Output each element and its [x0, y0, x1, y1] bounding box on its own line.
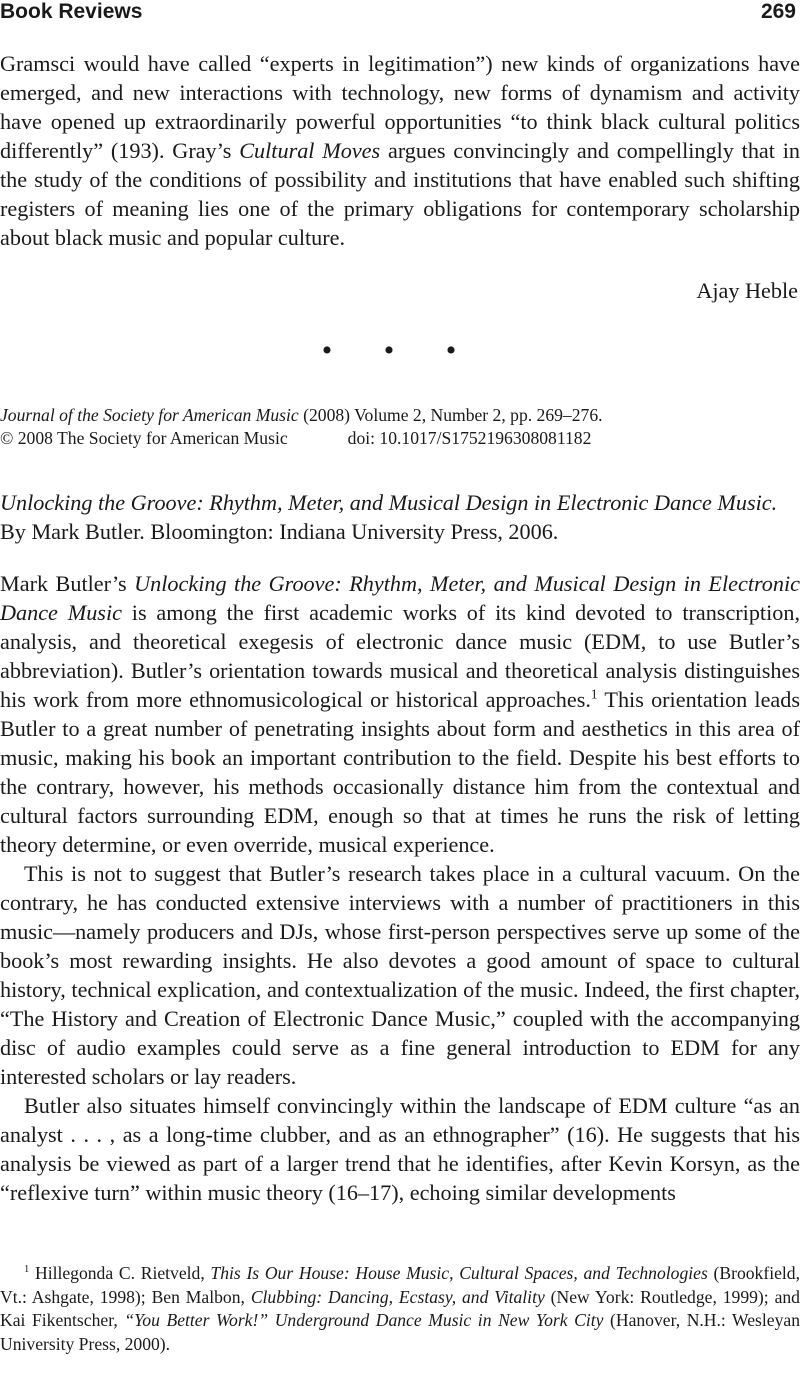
footnote-1: [0, 1262, 800, 1356]
journal-volume-details: (2008) Volume 2, Number 2, pp. 269–276.: [298, 405, 603, 425]
review-p1-text: Mark Butler’s: [0, 571, 135, 596]
review-p1-text-end: This orientation leads Butler to a great number of penetrating insights about form and aesthetics in this area of music, making his book an important contribution to the field. Despite his best efforts to the contrary, however, his methods occasionally distance him from the contextual and cultural factors surrounding EDM, enough so that at times he runs the risk of letting theory determine, or even override, musical experience.: [0, 687, 800, 857]
previous-review-book-title: Cultural Moves: [239, 138, 381, 163]
journal-citation: [0, 404, 800, 450]
footnote-title-2: Clubbing: Dancing, Ecstasy, and Vitality: [250, 1286, 545, 1307]
review-body: [0, 569, 800, 1207]
previous-review-paragraph: [0, 49, 800, 252]
footnote-title-3: “You Better Work!” Underground Dance Music in New York City: [124, 1310, 604, 1330]
previous-review-text-end: argues convincingly and compellingly that in the study of the conditions of possibility and institutions that have enabled such shifting registers of meaning lies one of the primary obligations for contemporary scholarship about black music and popular culture.: [0, 138, 800, 250]
footnote-title-1: This Is Our House: House Music, Cultural Spaces, and Technologies: [210, 1263, 708, 1283]
page-number: 269: [760, 0, 796, 23]
citation-line-1: [0, 404, 800, 427]
footnote-text-c: (New York: Routledge, 1999); and Kai Fikentscher,: [0, 1286, 800, 1330]
copyright-notice: © 2008 The Society for American Music: [0, 428, 288, 448]
review-paragraph-2: This is not to suggest that Butler’s research takes place in a cultural vacuum. On the contrary, he has conducted extensive interviews with a number of practitioners in this music—namely producers and DJs, whose first-person perspectives serve up some of the book’s most rewarding insights. He also devotes a good amount of space to cultural history, technical explication, and contextualization of the music. Indeed, the first chapter, “The History and Creation of Electronic Dance Music,” coupled with the accompanying disc of audio examples could serve as a fine general introduction to EDM for any interested scholars or lay readers.: [0, 861, 800, 1089]
section-separator: • • •: [321, 334, 479, 367]
citation-line-2: [0, 427, 800, 450]
reviewer-signature: Ajay Heble: [696, 278, 798, 303]
previous-review-text: Gramsci would have called “experts in legitimation”) new kinds of organizations have emerged, and new interactions with technology, new forms of dynamism and activity have opened up extraordinarily powerful opportunities “to think black cultural politics differently” (193). Gray’s: [0, 51, 800, 163]
footnote-text-d: (Hanover, N.H.: Wesleyan University Press, 2000).: [0, 1310, 800, 1354]
reviewed-book-title: [0, 488, 800, 517]
book-reference: [0, 488, 800, 546]
footnote-text-a: Hillegonda C. Rietveld,: [29, 1263, 211, 1283]
footnote-marker: 1: [590, 686, 598, 702]
doi: doi: 10.1017/S1752196308081182: [347, 428, 592, 448]
review-paragraph-1: [0, 569, 800, 859]
running-head-title: Book Reviews: [0, 0, 143, 23]
footnote: [0, 1262, 800, 1356]
footnote-number: 1: [24, 1264, 30, 1276]
review-p1-text-mid: is among the first academic works of its kind devoted to transcription, analysis, and theoretical exegesis of electronic dance music (EDM, to use Butler’s abbreviation). Butler’s orientation towards musical and theoretical analysis distinguishes his work from more ethnomusicological or historical approaches.: [0, 600, 800, 712]
journal-name: Journal of the Society for American Music: [0, 405, 299, 425]
reviewed-book-title-text: Unlocking the Groove: Rhythm, Meter, and Musical Design in Electronic Dance Music.: [0, 490, 778, 515]
review-p1-book-title: Unlocking the Groove: Rhythm, Meter, and Musical Design in Electronic Dance Music: [0, 571, 800, 625]
previous-review-conclusion: [0, 49, 800, 252]
footnote-text-b: (Brookfield, Vt.: Ashgate, 1998); Ben Malbon,: [0, 1263, 800, 1307]
review-paragraph-3: Butler also situates himself convincingly within the landscape of EDM culture “as an analyst . . . , as a long-time clubber, and as an ethnographer” (16). He suggests that his analysis be viewed as part of a larger trend that he identifies, after Kevin Korsyn, as the “reflexive turn” within music theory (16–17), echoing similar developments: [0, 1093, 800, 1205]
running-head: [0, 0, 800, 26]
reviewed-book-publication: By Mark Butler. Bloomington: Indiana University Press, 2006.: [0, 519, 559, 544]
